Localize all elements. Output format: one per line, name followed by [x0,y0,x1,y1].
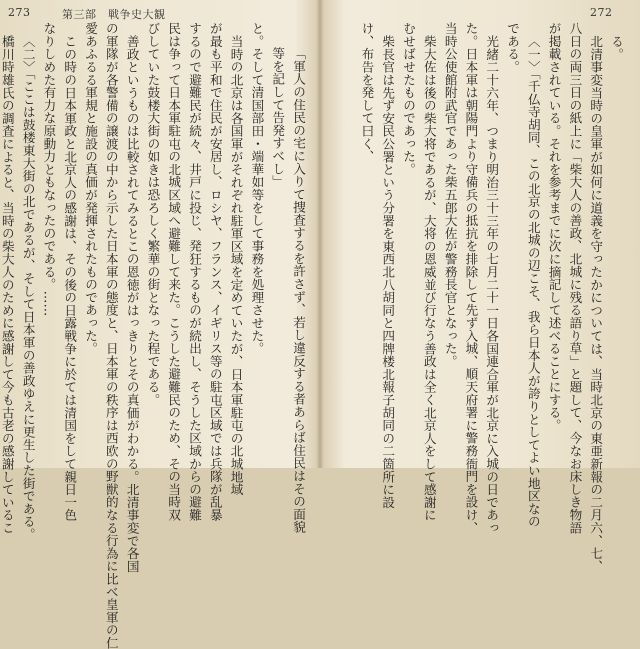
text-column: 民は争って日本軍駐屯の北城区域へ避難して来た。こうした避難民のため、その当時双 [166,22,182,522]
right-page-number: 272 [590,6,613,19]
text-column: 光緒二十六年、つまり明治三十三年の七月二十一日各国連合軍が北京に入城の日であっ [484,34,500,534]
text-column: するので避難民が続々、井戸に投じ、発狂するものが続出し、そうした区域からの避難 [187,22,203,522]
text-column: 〈二〉「ここは鼓楼東大街の北であるが、そして日本軍の善政ゆえに更生した街である。 [20,34,36,541]
text-column: の軍隊が各警備の譲渡の中から示した日本軍の態度と、日本軍の秩序は西欧の野獣的なる行為に比べ皇軍の仁 [103,22,119,649]
text-column: びしていた鼓楼大街の如きは恐ろしく繁華の街となった程である。 [145,22,161,406]
text-column: け、布告を発して曰く、 [359,22,375,163]
text-column: 柴大佐は後の柴大将であるが、大将の恩威並び行なう善政は全く北京人をして感謝に [421,34,437,521]
text-column: る。 [609,34,624,61]
quote-column: 等を記して告発すべし」 [270,47,286,188]
text-column: 善政というものは比較されてみるとこの恩徳がはっきりとその真価がわかる。北清事変で各国 [124,34,140,573]
left-page-part-label: 第三部 戦争史大観 [62,8,166,21]
text-column: 当時公使館附武官であった柴五郎大佐が警務長官となった。 [442,22,458,368]
text-column: 当時の北京は各国軍がそれぞれ駐軍区域を定めていたが、日本軍駐屯の北城地域 [228,34,244,496]
text-column: 北清事変当時の皇軍が如何に道義を守ったかについては、当時北京の東亜新報の二月六、七、 [588,34,604,573]
text-column: むせばせたものであった。 [401,22,417,176]
text-column: 愛あふるる軍規と施設の真価が発揮されたものであった。 [83,22,99,355]
text-column: た。日本軍は朝陽門より守備兵の抵抗を排除して先ず入城、順天府署に警務衙門を設け、 [463,22,479,534]
text-column: この時の日本軍政と北京人の感謝は、その後の日露戦争に於ては清国をして親日一色 [62,34,78,521]
left-page-number: 273 [8,6,31,19]
text-column: である。 [505,22,521,74]
book-gutter [316,0,324,468]
text-column: が最も平和で住民が安居し、ロシヤ、フランス、イギリス等の駐屯区域では兵隊が乱暴 [207,22,223,522]
text-column: 柴長官は先ず安民公署という分署を東西北八胡同と四牌楼北報子胡同の二箇所に設 [380,34,396,509]
text-column: なりしめた有力な原動力ともなったのである。…… [41,22,57,317]
text-column: 八日の両三日の紙上に「柴大人の善政、北城に残る語り草」と題して、今なお床しき物語 [567,22,583,534]
text-column: 〈一〉「千仏寺胡同、この北京の北城の辺こそ、我ら日本人が誇りとしてよい地区なの [525,34,541,528]
right-page-body [330,22,626,573]
text-column: と。そして清国部田・端華如等をして事務を処理させた。 [249,22,265,355]
left-page-body [0,22,308,649]
text-column: が掲載されている。それを参考までに次に摘記して述べることにする。 [546,22,562,432]
quote-column: 「軍人の住民の宅に入りて捜査するを許さず、若し違反する者あらば住民はその面貌 [291,47,306,534]
text-column: 橋川時雄氏の調査によると、当時の柴大人のために感謝して今も古老の感謝しているこ [0,34,15,534]
